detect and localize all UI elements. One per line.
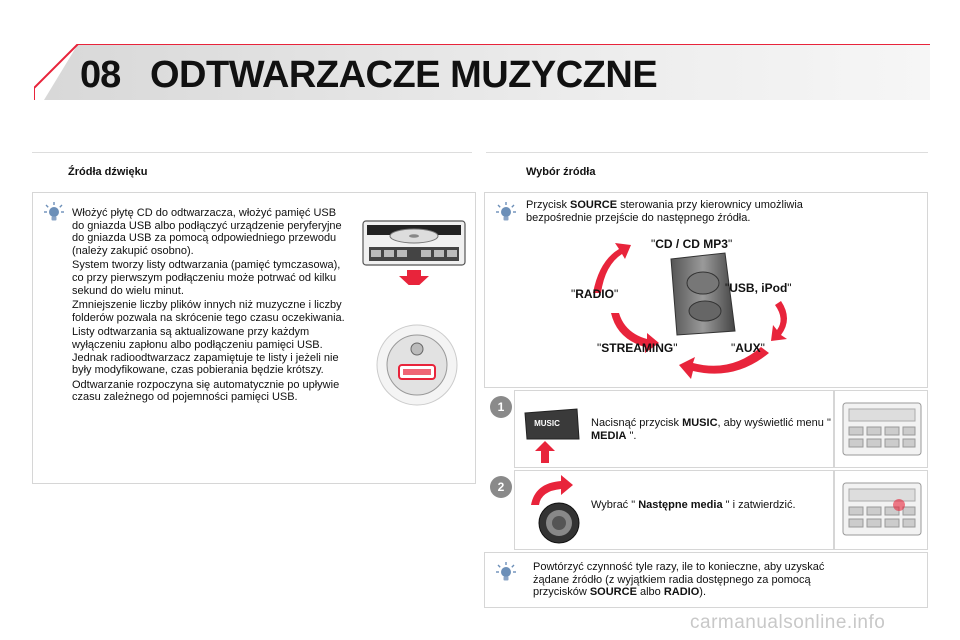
left-text-block — [72, 207, 348, 404]
left-section-heading: Źródła dźwięku — [32, 152, 472, 184]
lightbulb-icon — [495, 561, 517, 583]
radio-panel-illustration — [839, 397, 925, 463]
step-1-text: Nacisnąć przycisk MUSIC, aby wyświetlić menu " MEDIA ". — [591, 417, 831, 442]
step-2-text: Wybrać " Następne media " i zatwierdzić. — [591, 499, 796, 511]
chapter-number: 08 — [80, 54, 121, 96]
music-button-illustration — [521, 405, 583, 465]
chapter-title: ODTWARZACZE MUZYCZNE — [150, 54, 658, 96]
radio-unit-cd-illustration — [359, 213, 469, 285]
source-intro-text: Przycisk SOURCE sterowania przy kierownicy umożliwia bezpośrednie przejście do następnego źródła. — [526, 199, 803, 224]
step-1-radio-illustration-panel — [834, 390, 928, 468]
radio-panel-illustration — [839, 477, 925, 543]
step-2-radio-illustration-panel — [834, 470, 928, 550]
source-selection-panel — [484, 192, 928, 388]
usb-socket-illustration — [373, 321, 461, 409]
left-info-panel — [32, 192, 476, 484]
rotary-knob-illustration — [521, 475, 591, 547]
paragraph-reduce-files: Zmniejszenie liczby plików innych niż muzyczne i liczby folderów pozwala na skrócenie tego czasu oczekiwania. — [72, 299, 345, 324]
source-label-radio: "RADIO" — [571, 287, 619, 301]
source-label-aux: "AUX" — [731, 341, 765, 355]
paragraph-playlist-creation: System tworzy listy odtwarzania (pamięć tymczasowa), co przy pierwszym podłączeniu może potrwać od kilku sekund do wielu minut. — [72, 259, 341, 297]
step-number-badge: 2 — [490, 476, 512, 498]
repeat-note-panel — [484, 552, 928, 608]
source-label-streaming: "STREAMING" — [597, 341, 678, 355]
step-1-panel — [514, 390, 834, 468]
step-2-panel — [514, 470, 834, 550]
paragraph-insert-media: Włożyć płytę CD do odtwarzacza, włożyć pamięć USB do gniazda USB albo podłączyć urządzenie peryferyjne do gniazda USB za pomocą odpowiedniego przewodu (należy zakupić osobno). — [72, 207, 342, 257]
repeat-note-text: Powtórzyć czynność tyle razy, ile to konieczne, aby uzyskać żądane źródło (z wyjątkiem radia dostępnego za pomocą przycisków SOURCE albo RADIO). — [533, 561, 825, 599]
music-button-label: MUSIC — [534, 419, 560, 428]
source-cycle-diagram — [585, 231, 815, 383]
lightbulb-icon — [495, 201, 517, 223]
right-section-heading: Wybór źródła — [486, 152, 928, 184]
paragraph-playlist-update: Listy odtwarzania są aktualizowane przy każdym wyłączeniu zapłonu albo podłączeniu pamięci USB. Jednak radioodtwarzacz zapamiętuje te listy i jeżeli nie były modyfikowane, czas pobierania będzie krótszy. — [72, 326, 339, 377]
source-label-cd: "CD / CD MP3" — [651, 237, 733, 251]
paragraph-autoplay: Odtwarzanie rozpoczyna się automatycznie po upływie czasu zależnego od pojemności pamięci USB. — [72, 378, 340, 404]
lightbulb-icon — [43, 201, 65, 223]
site-watermark: carmanualsonline.info — [690, 612, 886, 633]
step-number-badge: 1 — [490, 396, 512, 418]
source-label-usb: "USB, iPod" — [725, 281, 792, 295]
